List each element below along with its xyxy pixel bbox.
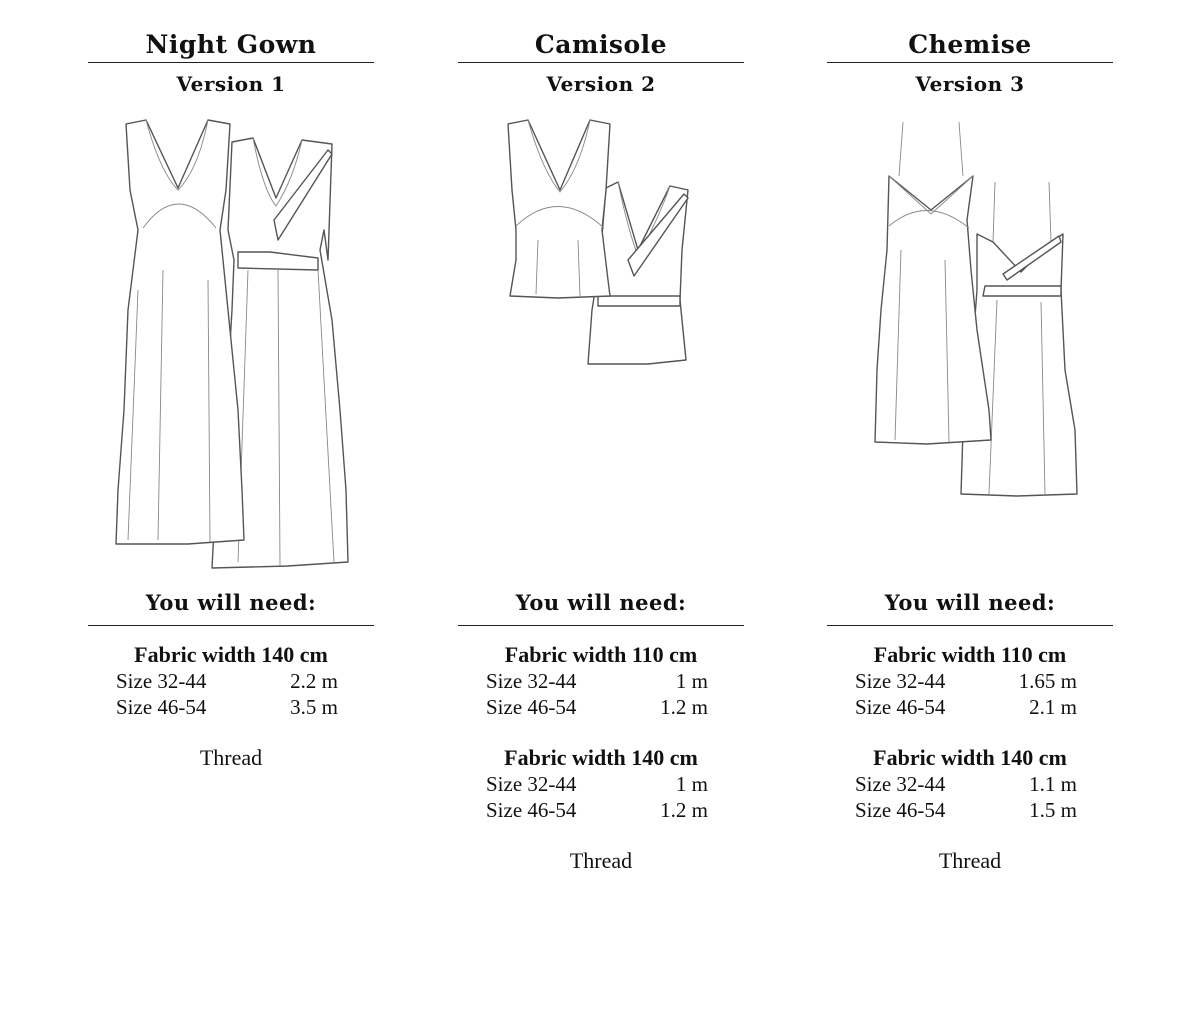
- size-label: Size 32-44: [116, 669, 207, 693]
- fabric-amount: 1.2 m: [660, 695, 708, 719]
- fabric-width-heading: Fabric width 140 cm: [873, 745, 1067, 770]
- size-label: Size 32-44: [486, 669, 577, 693]
- fabric-width-heading: Fabric width 140 cm: [134, 642, 328, 667]
- size-label: Size 46-54: [855, 798, 946, 822]
- fabric-amount: 1.65 m: [1018, 669, 1077, 693]
- fabric-block: [827, 745, 1113, 823]
- size-row: [486, 668, 708, 694]
- fabric-width-heading: Fabric width 110 cm: [873, 642, 1067, 667]
- size-label: Size 32-44: [486, 772, 577, 796]
- camisole-illustration: [458, 110, 744, 580]
- fabric-amount: 2.2 m: [290, 669, 338, 693]
- title-divider: [827, 62, 1113, 63]
- thread-item: Thread: [938, 848, 1002, 873]
- version-label: Version 1: [176, 72, 286, 96]
- title-divider: [88, 62, 374, 63]
- fabric-block: [827, 642, 1113, 720]
- title-divider: [458, 62, 744, 63]
- you-will-need-heading: You will need:: [145, 590, 317, 615]
- you-will-need-heading: You will need:: [515, 590, 687, 615]
- size-label: Size 46-54: [116, 695, 207, 719]
- you-will-need-heading: You will need:: [884, 590, 1056, 615]
- need-divider: [458, 625, 744, 626]
- version-label: Version 2: [546, 72, 656, 96]
- garment-title: Night Gown: [145, 30, 317, 59]
- requirements-list: [88, 642, 374, 771]
- garment-title: Camisole: [534, 30, 668, 59]
- fabric-block: [458, 642, 744, 720]
- garment-title: Chemise: [908, 30, 1032, 59]
- thread-item: Thread: [199, 745, 263, 770]
- fabric-amount: 1.5 m: [1029, 798, 1077, 822]
- fabric-amount: 1 m: [675, 772, 708, 796]
- need-divider: [88, 625, 374, 626]
- size-label: Size 46-54: [486, 695, 577, 719]
- fabric-amount: 2.1 m: [1029, 695, 1077, 719]
- fabric-width-heading: Fabric width 110 cm: [504, 642, 698, 667]
- chemise-illustration: [827, 110, 1113, 580]
- version-label: Version 3: [915, 72, 1025, 96]
- size-row: [486, 771, 708, 797]
- size-row: [855, 771, 1077, 797]
- size-row: [486, 694, 708, 720]
- size-row: [855, 797, 1077, 823]
- size-row: [855, 668, 1077, 694]
- fabric-amount: 1 m: [675, 669, 708, 693]
- night-gown-illustration: [88, 110, 374, 580]
- size-row: [116, 668, 338, 694]
- need-divider: [827, 625, 1113, 626]
- size-label: Size 32-44: [855, 669, 946, 693]
- size-row: [486, 797, 708, 823]
- requirements-list: [458, 642, 744, 874]
- thread-item: Thread: [569, 848, 633, 873]
- fabric-block: [458, 745, 744, 823]
- size-label: Size 46-54: [486, 798, 577, 822]
- camisole-front-view: [508, 120, 610, 298]
- fabric-amount: 1.2 m: [660, 798, 708, 822]
- size-label: Size 46-54: [855, 695, 946, 719]
- size-label: Size 32-44: [855, 772, 946, 796]
- fabric-width-heading: Fabric width 140 cm: [504, 745, 698, 770]
- night-gown-front-view: [116, 120, 244, 544]
- requirements-list: [827, 642, 1113, 874]
- fabric-amount: 3.5 m: [290, 695, 338, 719]
- size-row: [855, 694, 1077, 720]
- size-row: [116, 694, 338, 720]
- fabric-block: [88, 642, 374, 720]
- fabric-amount: 1.1 m: [1029, 772, 1077, 796]
- chemise-front-view: [875, 122, 991, 444]
